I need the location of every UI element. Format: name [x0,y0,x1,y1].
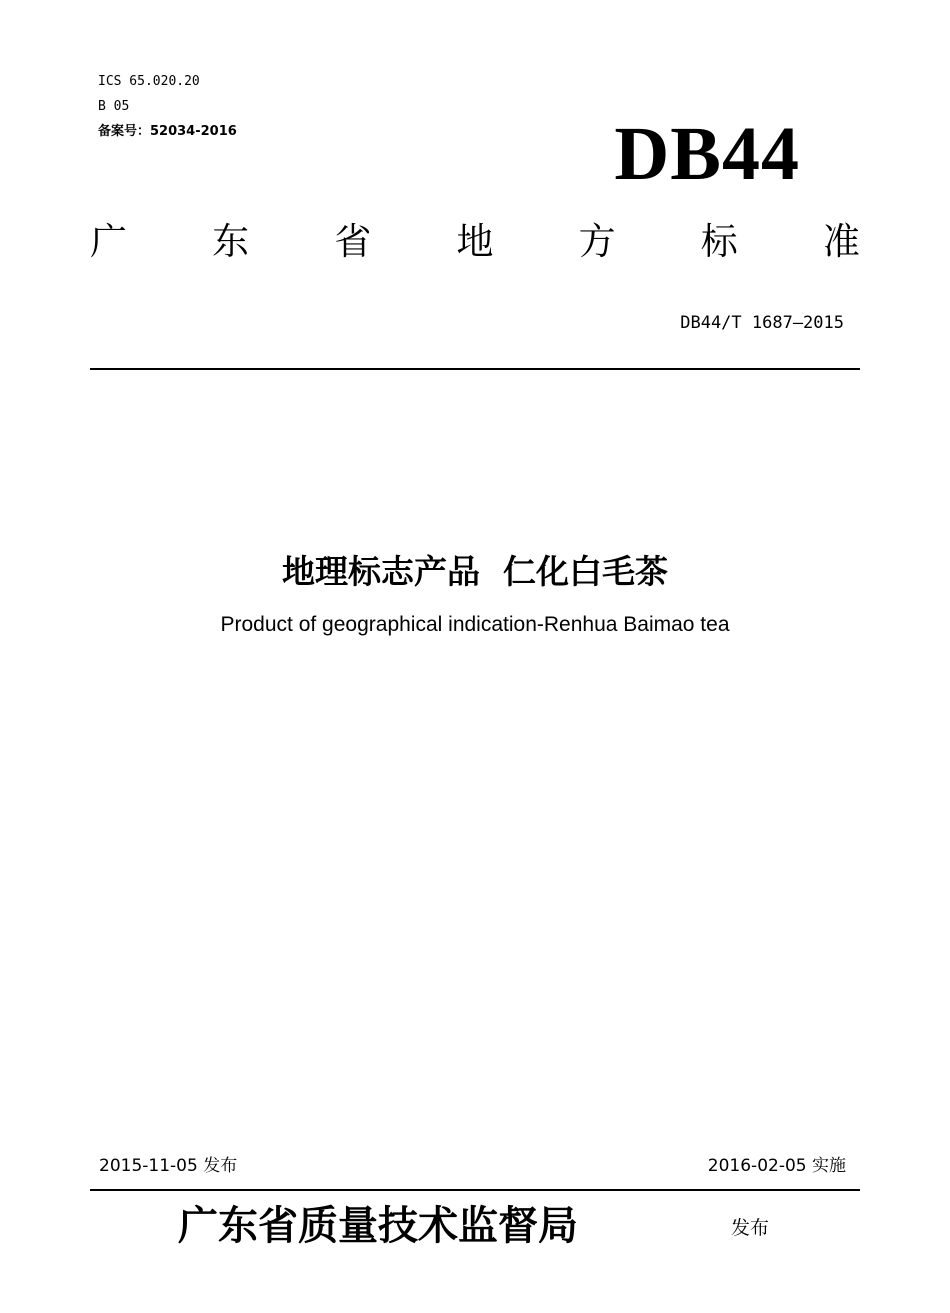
title-char: 地 [456,220,494,263]
title-char: 准 [822,220,860,263]
implementation-date: 2016-02-05 实施 [707,1156,846,1176]
document-title-english: Product of geographical indication-Renhua Baimao tea [220,613,730,636]
record-number: 备案号：52034-2016 [98,124,237,139]
ics-code: ICS 65.020.20 [98,74,200,89]
footer-divider [90,1189,860,1191]
issuing-label: 发布 [731,1217,770,1239]
title-char: 标 [700,220,738,263]
classification-code: B 05 [98,99,130,114]
title-char: 广 [90,220,127,263]
title-char: 方 [578,220,616,263]
title-char: 省 [334,220,372,263]
standard-type-title [90,216,860,268]
document-title-chinese: 地理标志产品 仁化白毛茶 [282,552,668,591]
standard-number: DB44/T 1687—2015 [680,313,844,333]
standard-code-logo: DB44 [614,112,800,196]
title-char: 东 [212,220,250,263]
issue-date: 2015-11-05 发布 [99,1156,238,1176]
header-divider [90,368,860,370]
issuing-authority: 广东省质量技术监督局 [178,1202,578,1249]
